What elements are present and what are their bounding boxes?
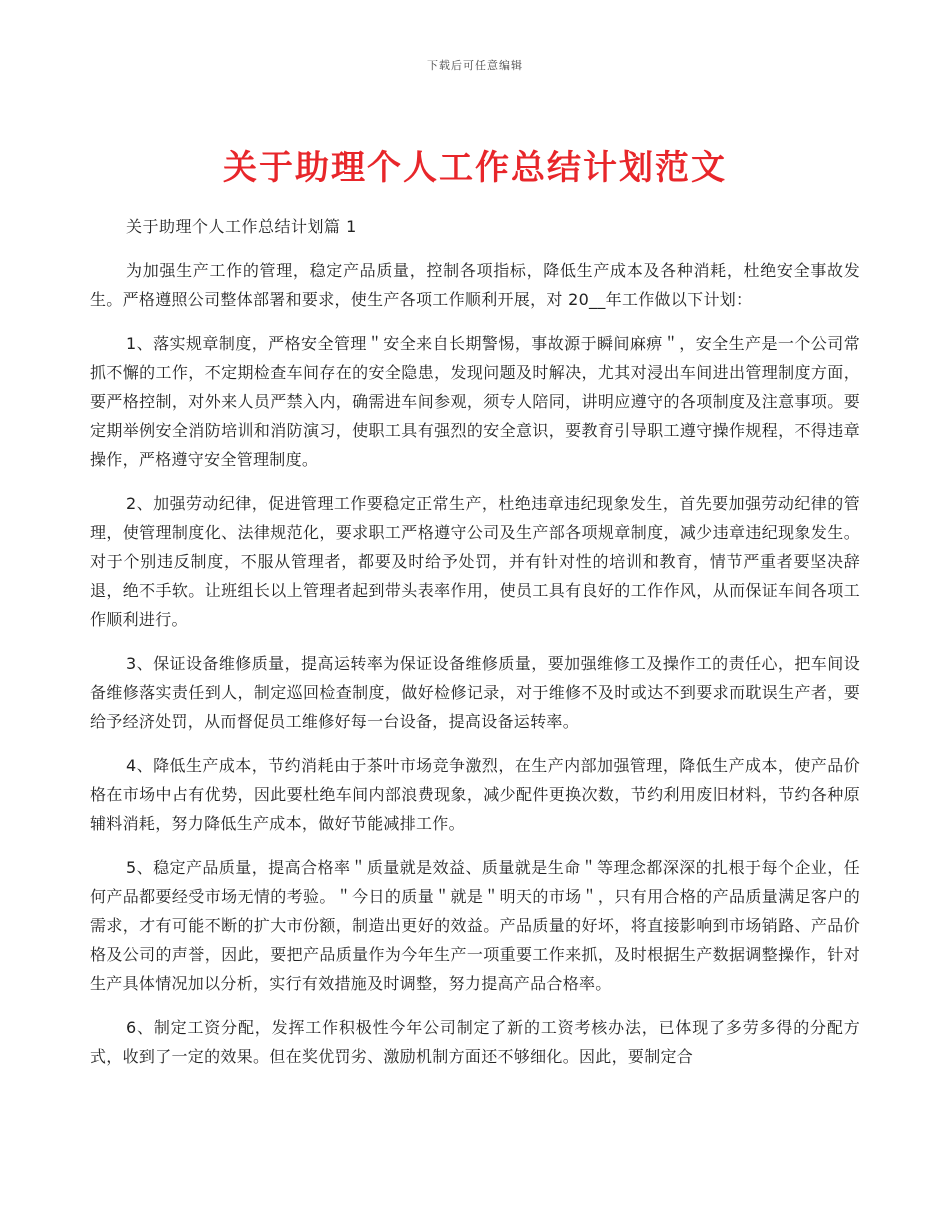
paragraph-item-6: 6、制定工资分配，发挥工作积极性今年公司制定了新的工资考核办法，已体现了多劳多得的分配方式，收到了一定的效果。但在奖优罚劣、激励机制方面还不够细化。因此，要制定合 bbox=[90, 1018, 860, 1066]
paragraph-item-1: 1、落实规章制度，严格安全管理＂安全来自长期警惕，事故源于瞬间麻痹＂，安全生产是一个公司常抓不懈的工作，不定期检查车间存在的安全隐患，发现问题及时解决，尤其对浸出车间进出管理制度方面，要严格控制，对外来人员严禁入内，确需进车间参观，须专人陪同，讲明应遵守的各项制度及注意事项。要定期举例安全消防培训和消防演习，使职工具有强烈的安全意识，要教育引导职工遵守操作规程，不得违章操作，严格遵守安全管理制度。 bbox=[90, 334, 860, 469]
paragraph-item-5: 5、稳定产品质量，提高合格率＂质量就是效益、质量就是生命＂等理念都深深的扎根于每个企业，任何产品都要经受市场无情的考验。＂今日的质量＂就是＂明天的市场＂，只有用合格的产品质量满足客户的需求，才有可能不断的扩大市份额，制造出更好的效益。产品质量的好坏，将直接影响到市场销路、产品价格及公司的声誉，因此，要把产品质量作为今年生产一项重要工作来抓，及时根据生产数据调整操作，针对生产具体情况加以分析，实行有效措施及时调整，努力提高产品合格率。 bbox=[90, 858, 860, 993]
header-note: 下载后可任意编辑 bbox=[427, 59, 523, 72]
intro-paragraph: 为加强生产工作的管理，稳定产品质量，控制各项指标，降低生产成本及各种消耗，杜绝安全事故发生。严格遵照公司整体部署和要求，使生产各项工作顺利开展，对 20__年工作做以下计划： bbox=[90, 261, 860, 309]
paragraph-item-3: 3、保证设备维修质量，提高运转率为保证设备维修质量，要加强维修工及操作工的责任心，把车间设备维修落实责任到人，制定巡回检查制度，做好检修记录，对于维修不及时或达不到要求而耽误生产者，要给予经济处罚，从而督促员工维修好每一台设备，提高设备运转率。 bbox=[90, 654, 860, 731]
paragraph-item-4: 4、降低生产成本，节约消耗由于茶叶市场竞争激烈，在生产内部加强管理，降低生产成本，使产品价格在市场中占有优势，因此要杜绝车间内部浪费现象，减少配件更换次数，节约利用废旧材料，节约各种原辅料消耗，努力降低生产成本，做好节能减排工作。 bbox=[90, 756, 860, 833]
paragraph-item-2: 2、加强劳动纪律，促进管理工作要稳定正常生产，杜绝违章违纪现象发生，首先要加强劳动纪律的管理，使管理制度化、法律规范化，要求职工严格遵守公司及生产部各项规章制度，减少违章违纪现象发生。对于个别违反制度，不服从管理者，都要及时给予处罚，并有针对性的培训和教育，情节严重者要坚决辞退，绝不手软。让班组长以上管理者起到带头表率作用，使员工具有良好的工作作风，从而保证车间各项工作顺利进行。 bbox=[90, 494, 860, 629]
document-title: 关于助理个人工作总结计划范文 bbox=[223, 148, 727, 188]
section-heading: 关于助理个人工作总结计划篇 1 bbox=[126, 217, 357, 236]
document-body bbox=[90, 212, 860, 1086]
